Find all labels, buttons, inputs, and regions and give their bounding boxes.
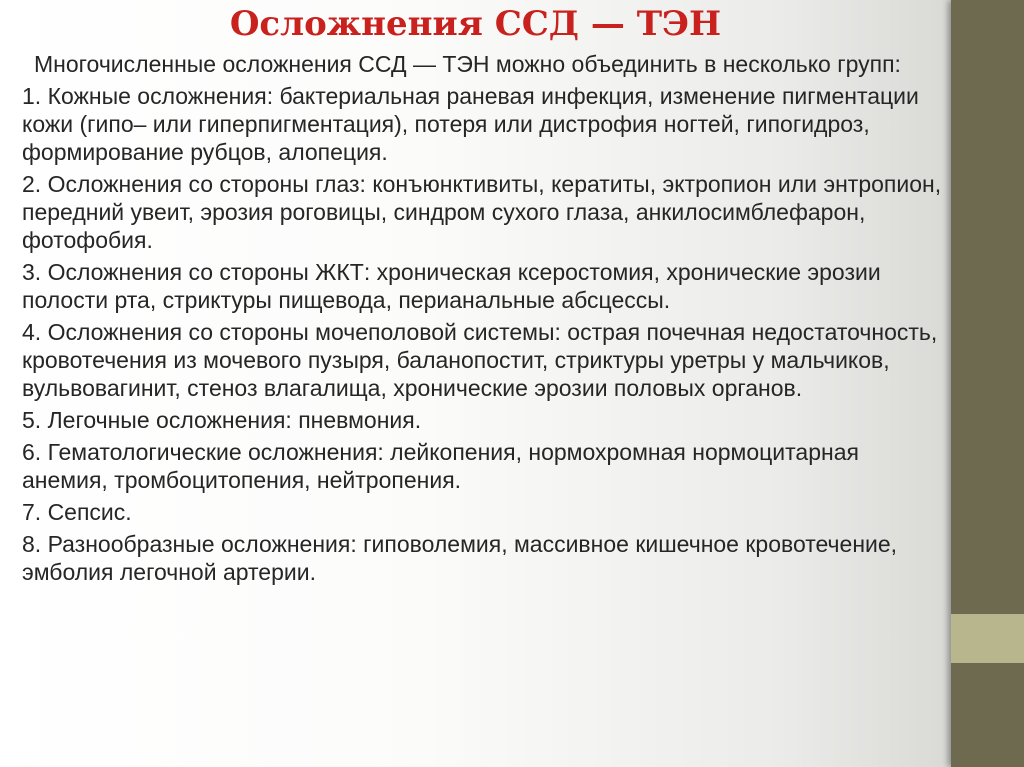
sidebar-accent-block bbox=[951, 614, 1024, 663]
list-item-eyes: 2. Осложнения со стороны глаз: конъюнктивиты, кератиты, эктропион или энтропион, передний увеит, эрозия роговицы, синдром сухого глаза, анкилосимблефарон, фотофобия. bbox=[22, 171, 942, 253]
list-item-sepsis: 7. Сепсис. bbox=[22, 499, 132, 525]
intro-paragraph: Многочисленные осложнения ССД — ТЭН можно объединить в несколько групп: bbox=[34, 51, 901, 77]
list-item-hematologic: 6. Гематологические осложнения: лейкопения, нормохромная нормоцитарная анемия, тромбоцитопения, нейтропения. bbox=[22, 439, 859, 493]
list-item-pulmonary: 5. Легочные осложнения: пневмония. bbox=[22, 407, 422, 433]
list-item-gi-tract: 3. Осложнения со стороны ЖКТ: хроническая ксеростомия, хронические эрозии полости рта, стриктуры пищевода, перианальные абсцессы. bbox=[22, 259, 881, 313]
list-item-genitourinary: 4. Осложнения со стороны мочеполовой системы: острая почечная недостаточность, кровотечения из мочевого пузыря, баланопостит, стриктуры уретры у мальчиков, вульвовагинит, стеноз влагалища, хронические эрозии половых органов. bbox=[22, 319, 938, 401]
slide-title: Осложнения ССД — ТЭН bbox=[229, 4, 722, 44]
list-item-skin: 1. Кожные осложнения: бактериальная раневая инфекция, изменение пигментации кожи (гипо– или гиперпигментация), потеря или дистрофия ногтей, гипогидроз, формирование рубцов, алопеция. bbox=[22, 83, 919, 165]
slide-content bbox=[22, 50, 942, 590]
list-item-miscellaneous: 8. Разнообразные осложнения: гиповолемия, массивное кишечное кровотечение, эмболия легочной артерии. bbox=[22, 531, 898, 585]
